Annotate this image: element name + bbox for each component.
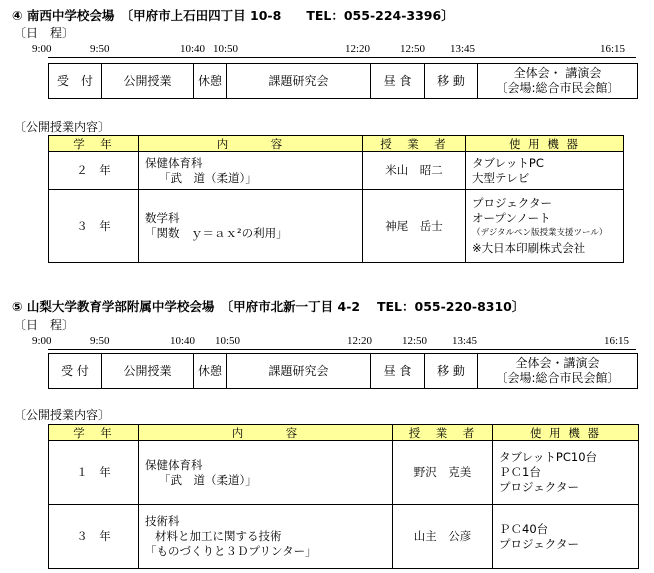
content-cell xyxy=(139,190,363,263)
header-content: 内 容 xyxy=(139,425,393,441)
header-grade: 学 年 xyxy=(49,425,139,441)
schedule-open-class: 公開授業 xyxy=(102,354,194,389)
schedule-break: 休憩 xyxy=(194,354,227,389)
content-subject: 保健体育科 xyxy=(145,457,203,472)
schedule-plenary-venue: 〔会場:総合市民会館〕 xyxy=(495,371,620,385)
grade-cell: ３ 年 xyxy=(49,190,139,263)
time-label: 13:45 xyxy=(450,43,476,55)
equipment-item: ※大日本印刷株式会社 xyxy=(472,241,586,255)
header-teacher: 授 業 者 xyxy=(363,136,466,152)
equipment-item: オープンノート xyxy=(472,211,551,225)
teacher-cell: 山主 公彦 xyxy=(393,505,493,569)
time-label: 9:50 xyxy=(90,335,110,347)
time-label: 9:50 xyxy=(90,43,110,55)
equipment-item: プロジェクター xyxy=(472,196,553,210)
time-label: 9:00 xyxy=(32,335,52,347)
time-label: 10:40 xyxy=(170,335,196,347)
schedule-break: 休憩 xyxy=(194,64,227,99)
content-subject: 技術科 xyxy=(145,514,180,528)
header-equipment: 使 用 機 器 xyxy=(493,425,639,441)
table-row xyxy=(49,152,624,190)
content-topic: 「武 道（柔道）」 xyxy=(159,472,257,487)
time-label: 16:15 xyxy=(604,335,630,347)
section-4-content-label: 〔公開授業内容〕 xyxy=(14,120,111,134)
header-content: 内 容 xyxy=(139,136,363,152)
content-cell xyxy=(139,441,393,505)
content-topic: 材料と加工に関する技術 xyxy=(155,529,282,543)
schedule-reception: 受 付 xyxy=(49,64,102,99)
equipment-cell xyxy=(493,441,639,505)
equipment-item: プロジェクター xyxy=(499,480,580,494)
section-4-heading: ④ 南西中学校会場 〔甲府市上石田四丁目 10-8 TEL：055-224-3396〕 xyxy=(12,8,454,23)
section-4-schedule-label: 〔日 程〕 xyxy=(14,26,75,40)
teacher-cell: 米山 昭二 xyxy=(363,152,466,190)
content-subject: 保健体育科 xyxy=(145,155,203,170)
schedule-plenary-title: 全体会・講演会 xyxy=(515,356,600,370)
section-5-content-label: 〔公開授業内容〕 xyxy=(14,408,111,422)
content-topic: 「ものづくりと３Ｄプリンター」 xyxy=(145,544,317,558)
time-label: 10:50 xyxy=(213,43,239,55)
time-label: 13:45 xyxy=(452,335,478,347)
section-5-heading: ⑤ 山梨大学教育学部附属中学校会場 〔甲府市北新一丁目 4-2 TEL：055-220-8310〕 xyxy=(12,299,525,314)
equipment-item: プロジェクター xyxy=(499,536,580,551)
schedule-research: 課題研究会 xyxy=(227,64,371,99)
equipment-item: ＰＣ40台 xyxy=(499,521,549,536)
content-subject: 数学科 xyxy=(145,211,180,225)
equipment-item: ＰＣ1台 xyxy=(499,465,541,479)
content-topic: 「関数 ｙ＝ａｘ²の利用」 xyxy=(145,226,288,240)
content-cell xyxy=(139,505,393,569)
schedule-lunch: 昼 食 xyxy=(371,354,425,389)
section-5-content-table xyxy=(48,424,639,569)
schedule-plenary-venue: 〔会場:総合市民会館〕 xyxy=(495,81,620,95)
table-row xyxy=(49,190,624,263)
content-cell xyxy=(139,152,363,190)
time-label: 16:15 xyxy=(600,43,626,55)
grade-cell: ２ 年 xyxy=(49,152,139,190)
equipment-item: タブレットPC xyxy=(472,155,544,170)
table-row xyxy=(49,441,639,505)
section-4-content-table xyxy=(48,135,624,263)
time-label: 10:50 xyxy=(215,335,241,347)
header-equipment: 使 用 機 器 xyxy=(466,136,624,152)
table-row xyxy=(49,505,639,569)
schedule-open-class: 公開授業 xyxy=(102,64,194,99)
teacher-cell: 神尾 岳士 xyxy=(363,190,466,263)
time-label: 12:20 xyxy=(347,335,373,347)
schedule-plenary-title: 全体会・ 講演会 xyxy=(513,66,602,80)
section-4-schedule-table xyxy=(48,63,638,99)
equipment-item: タブレットPC10台 xyxy=(499,450,598,464)
section-5-schedule-table xyxy=(48,353,638,389)
equipment-cell xyxy=(466,152,624,190)
schedule-lunch: 昼 食 xyxy=(371,64,425,99)
time-label: 10:40 xyxy=(180,43,206,55)
grade-cell: １ 年 xyxy=(49,441,139,505)
schedule-move: 移 動 xyxy=(425,64,478,99)
equipment-cell xyxy=(466,190,624,263)
schedule-plenary xyxy=(478,354,638,389)
equipment-item: 大型テレビ xyxy=(472,170,530,185)
grade-cell: ３ 年 xyxy=(49,505,139,569)
schedule-research: 課題研究会 xyxy=(227,354,371,389)
content-topic: 「武 道（柔道）」 xyxy=(159,170,257,185)
header-grade: 学 年 xyxy=(49,136,139,152)
schedule-reception: 受 付 xyxy=(49,354,102,389)
header-teacher: 授 業 者 xyxy=(393,425,493,441)
schedule-plenary xyxy=(478,64,638,99)
equipment-note: （デジタルペン版授業支援ツール） xyxy=(472,228,608,238)
teacher-cell: 野沢 克美 xyxy=(393,441,493,505)
time-label: 12:20 xyxy=(345,43,371,55)
equipment-cell xyxy=(493,505,639,569)
section-5-schedule-label: 〔日 程〕 xyxy=(14,318,75,332)
time-label: 12:50 xyxy=(400,43,426,55)
time-label: 9:00 xyxy=(32,43,52,55)
time-label: 12:50 xyxy=(402,335,428,347)
schedule-move: 移 動 xyxy=(425,354,478,389)
